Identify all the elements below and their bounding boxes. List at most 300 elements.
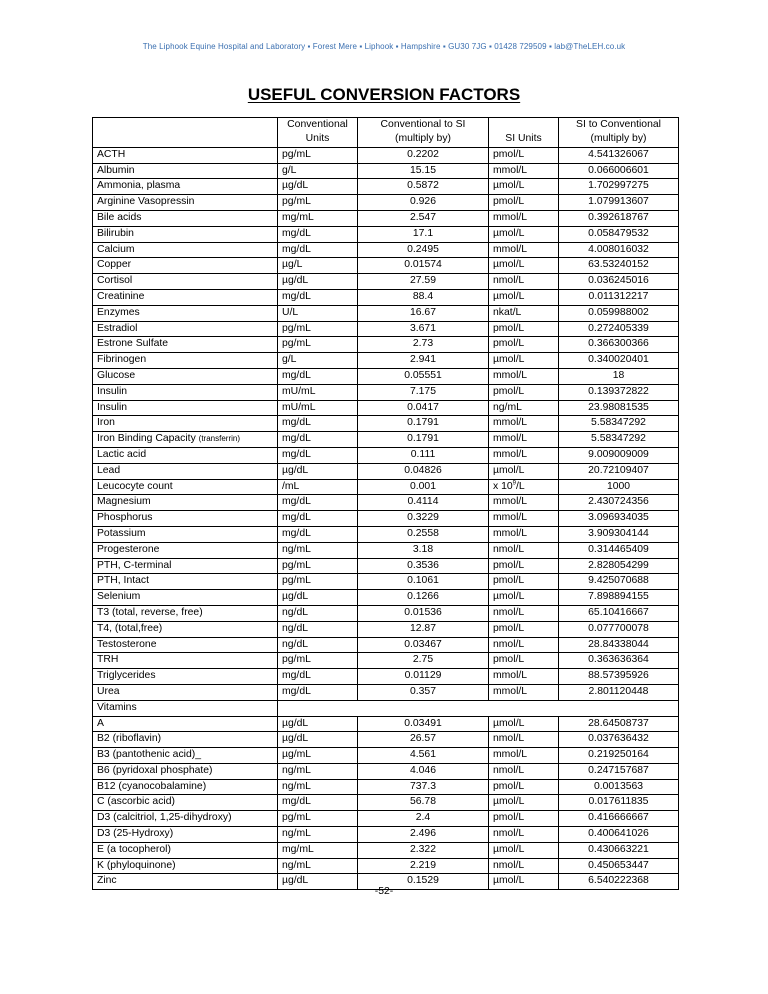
conv-to-si-factor: 0.001	[358, 479, 489, 495]
table-row	[93, 732, 679, 748]
conv-to-si-factor: 88.4	[358, 289, 489, 305]
si-unit: mmol/L	[489, 669, 559, 685]
si-unit: mmol/L	[489, 432, 559, 448]
si-to-conv-factor: 0.363636364	[559, 653, 679, 669]
conv-to-si-factor: 2.219	[358, 858, 489, 874]
analyte-name	[93, 795, 278, 811]
si-to-conv-factor: 2.828054299	[559, 558, 679, 574]
conversion-table-body	[93, 118, 679, 890]
si-to-conv-factor: 0.400641026	[559, 827, 679, 843]
conv-to-si-factor: 0.1791	[358, 416, 489, 432]
section-blank-cell	[278, 700, 679, 716]
conventional-unit: ng/dL	[278, 605, 358, 621]
analyte-name-text: Potassium	[97, 527, 146, 539]
analyte-name	[93, 716, 278, 732]
table-row	[93, 842, 679, 858]
conversion-table	[92, 117, 679, 890]
analyte-name-text: Testosterone	[97, 638, 157, 650]
si-unit: mmol/L	[489, 495, 559, 511]
analyte-name-text: Calcium	[97, 243, 135, 255]
si-unit: nkat/L	[489, 305, 559, 321]
conv-to-si-factor: 2.941	[358, 353, 489, 369]
table-row	[93, 226, 679, 242]
analyte-name-text: B12 (cyanocobalamine)	[97, 780, 207, 792]
conventional-unit: mg/mL	[278, 211, 358, 227]
si-unit: mmol/L	[489, 211, 559, 227]
conventional-unit: mg/mL	[278, 842, 358, 858]
si-to-conv-factor: 0.036245016	[559, 274, 679, 290]
analyte-name-text: C (ascorbic acid)	[97, 796, 175, 808]
table-row	[93, 384, 679, 400]
si-to-conv-factor: 7.898894155	[559, 590, 679, 606]
analyte-name	[93, 416, 278, 432]
si-unit: mmol/L	[489, 447, 559, 463]
analyte-name	[93, 289, 278, 305]
analyte-name	[93, 258, 278, 274]
conventional-unit: mg/dL	[278, 368, 358, 384]
si-to-conv-factor: 2.430724356	[559, 495, 679, 511]
si-to-conv-factor: 1000	[559, 479, 679, 495]
conv-to-si-factor: 7.175	[358, 384, 489, 400]
conventional-unit: ng/mL	[278, 858, 358, 874]
analyte-name-text: A	[97, 717, 104, 729]
header-blank-cell	[93, 118, 278, 133]
table-row	[93, 447, 679, 463]
analyte-name-text: Iron	[97, 417, 115, 429]
si-unit: pmol/L	[489, 384, 559, 400]
conv-to-si-factor: 0.03491	[358, 716, 489, 732]
si-to-conv-factor: 28.84338044	[559, 637, 679, 653]
table-row	[93, 827, 679, 843]
si-to-conv-factor: 3.909304144	[559, 526, 679, 542]
si-unit: pmol/L	[489, 337, 559, 353]
table-row	[93, 795, 679, 811]
analyte-name-text: ACTH	[97, 148, 126, 160]
si-unit: mmol/L	[489, 368, 559, 384]
analyte-name-text: K (phyloquinone)	[97, 859, 176, 871]
analyte-name-text: PTH, C-terminal	[97, 559, 172, 571]
analyte-name	[93, 400, 278, 416]
table-row	[93, 479, 679, 495]
analyte-name	[93, 274, 278, 290]
conventional-unit: µg/dL	[278, 179, 358, 195]
analyte-name	[93, 368, 278, 384]
conventional-unit: /mL	[278, 479, 358, 495]
analyte-name	[93, 432, 278, 448]
table-row	[93, 463, 679, 479]
analyte-name-text: Zinc	[97, 875, 117, 887]
si-unit: nmol/L	[489, 605, 559, 621]
analyte-name	[93, 179, 278, 195]
table-row	[93, 400, 679, 416]
si-unit: nmol/L	[489, 763, 559, 779]
section-label-vitamins: Vitamins	[93, 700, 278, 716]
conventional-unit: ng/mL	[278, 542, 358, 558]
conventional-unit: mU/mL	[278, 400, 358, 416]
conv-to-si-factor: 0.4114	[358, 495, 489, 511]
table-row	[93, 321, 679, 337]
si-unit: pmol/L	[489, 147, 559, 163]
conventional-unit: g/L	[278, 353, 358, 369]
conventional-unit: pg/mL	[278, 811, 358, 827]
si-to-conv-factor: 0.0013563	[559, 779, 679, 795]
conv-to-si-factor: 16.67	[358, 305, 489, 321]
analyte-name-text: T4, (total,free)	[97, 622, 163, 634]
si-unit: pmol/L	[489, 811, 559, 827]
analyte-name	[93, 305, 278, 321]
si-to-conv-factor: 4.008016032	[559, 242, 679, 258]
analyte-name	[93, 226, 278, 242]
conventional-unit: µg/L	[278, 258, 358, 274]
conventional-unit: µg/dL	[278, 716, 358, 732]
analyte-name	[93, 495, 278, 511]
conventional-unit: µg/dL	[278, 590, 358, 606]
si-unit: pmol/L	[489, 779, 559, 795]
si-to-conv-factor: 0.430663221	[559, 842, 679, 858]
table-row	[93, 305, 679, 321]
conv-to-si-factor: 15.15	[358, 163, 489, 179]
si-to-conv-factor: 0.392618767	[559, 211, 679, 227]
conv-to-si-factor: 4.046	[358, 763, 489, 779]
analyte-name-text: Ammonia, plasma	[97, 180, 181, 192]
analyte-name-text: Lactic acid	[97, 448, 147, 460]
analyte-name	[93, 353, 278, 369]
table-row	[93, 511, 679, 527]
table-row	[93, 558, 679, 574]
si-to-conv-factor: 0.077700078	[559, 621, 679, 637]
header-si-units-blank	[489, 118, 559, 133]
conv-to-si-factor: 56.78	[358, 795, 489, 811]
si-to-conv-factor: 0.366300366	[559, 337, 679, 353]
si-unit: ng/mL	[489, 400, 559, 416]
conventional-unit: mg/dL	[278, 495, 358, 511]
si-unit: nmol/L	[489, 732, 559, 748]
analyte-name-text: Insulin	[97, 385, 128, 397]
analyte-name	[93, 447, 278, 463]
analyte-name	[93, 590, 278, 606]
conventional-unit: µg/mL	[278, 748, 358, 764]
table-row	[93, 526, 679, 542]
analyte-name	[93, 605, 278, 621]
si-to-conv-factor: 65.10416667	[559, 605, 679, 621]
conventional-unit: mg/dL	[278, 289, 358, 305]
si-to-conv-factor: 0.011312217	[559, 289, 679, 305]
si-to-conv-factor: 5.58347292	[559, 432, 679, 448]
si-to-conv-factor: 9.009009009	[559, 447, 679, 463]
conv-to-si-factor: 0.2558	[358, 526, 489, 542]
table-row	[93, 811, 679, 827]
header-si-to-conv-line1: SI to Conventional	[559, 118, 679, 133]
conv-to-si-factor: 0.2202	[358, 147, 489, 163]
section-row-vitamins	[93, 700, 679, 716]
conv-to-si-factor: 0.926	[358, 195, 489, 211]
si-unit-tail: /L	[515, 480, 525, 492]
si-unit: pmol/L	[489, 321, 559, 337]
analyte-name	[93, 621, 278, 637]
si-to-conv-factor: 9.425070688	[559, 574, 679, 590]
si-to-conv-factor: 63.53240152	[559, 258, 679, 274]
si-to-conv-factor: 0.314465409	[559, 542, 679, 558]
conv-to-si-factor: 0.357	[358, 684, 489, 700]
conv-to-si-factor: 737.3	[358, 779, 489, 795]
conventional-unit: pg/mL	[278, 653, 358, 669]
analyte-name	[93, 558, 278, 574]
si-unit	[489, 479, 559, 495]
table-row	[93, 574, 679, 590]
si-unit: pmol/L	[489, 195, 559, 211]
conv-to-si-factor: 0.01574	[358, 258, 489, 274]
header-blank-cell	[93, 132, 278, 147]
conv-to-si-factor: 12.87	[358, 621, 489, 637]
analyte-name	[93, 653, 278, 669]
si-to-conv-factor: 20.72109407	[559, 463, 679, 479]
table-row	[93, 542, 679, 558]
table-row	[93, 337, 679, 353]
conventional-unit: ng/mL	[278, 763, 358, 779]
analyte-name-text: Arginine Vasopressin	[97, 196, 195, 208]
table-row	[93, 748, 679, 764]
header-si-units: SI Units	[489, 132, 559, 147]
si-to-conv-factor: 0.037636432	[559, 732, 679, 748]
conventional-unit: mg/dL	[278, 242, 358, 258]
table-row	[93, 368, 679, 384]
analyte-name	[93, 811, 278, 827]
header-si-to-conv-line2: (multiply by)	[559, 132, 679, 147]
si-to-conv-factor: 0.059988002	[559, 305, 679, 321]
table-row	[93, 605, 679, 621]
conventional-unit: µg/dL	[278, 463, 358, 479]
si-unit: mmol/L	[489, 416, 559, 432]
analyte-name	[93, 321, 278, 337]
si-unit: µmol/L	[489, 226, 559, 242]
analyte-name-text: Progesterone	[97, 543, 160, 555]
conventional-unit: mU/mL	[278, 384, 358, 400]
si-to-conv-factor: 2.801120448	[559, 684, 679, 700]
analyte-name	[93, 684, 278, 700]
si-to-conv-factor: 28.64508737	[559, 716, 679, 732]
conventional-unit: µg/dL	[278, 874, 358, 890]
si-unit: mmol/L	[489, 526, 559, 542]
si-to-conv-factor: 0.416666667	[559, 811, 679, 827]
analyte-name	[93, 669, 278, 685]
analyte-name	[93, 163, 278, 179]
table-row	[93, 163, 679, 179]
analyte-name-text: Creatinine	[97, 290, 145, 302]
si-unit: µmol/L	[489, 179, 559, 195]
analyte-name-text: Cortisol	[97, 275, 133, 287]
si-unit: mmol/L	[489, 242, 559, 258]
analyte-name	[93, 763, 278, 779]
page-number: -52-	[374, 886, 394, 897]
conventional-unit: pg/mL	[278, 574, 358, 590]
conv-to-si-factor: 27.59	[358, 274, 489, 290]
conv-to-si-factor: 0.2495	[358, 242, 489, 258]
conventional-unit: pg/mL	[278, 558, 358, 574]
analyte-name-text: Estradiol	[97, 322, 138, 334]
si-unit: nmol/L	[489, 827, 559, 843]
conv-to-si-factor: 0.1791	[358, 432, 489, 448]
analyte-name	[93, 526, 278, 542]
si-to-conv-factor: 0.066006601	[559, 163, 679, 179]
analyte-name-text: Copper	[97, 259, 132, 271]
conventional-unit: mg/dL	[278, 447, 358, 463]
si-unit: µmol/L	[489, 590, 559, 606]
analyte-name	[93, 479, 278, 495]
table-header-row	[93, 132, 679, 147]
analyte-name-text: Magnesium	[97, 496, 151, 508]
si-unit: nmol/L	[489, 274, 559, 290]
analyte-name	[93, 242, 278, 258]
analyte-name-text: D3 (calcitriol, 1,25-dihydroxy)	[97, 812, 232, 824]
si-to-conv-factor: 6.540222368	[559, 874, 679, 890]
si-unit: mmol/L	[489, 748, 559, 764]
page-title: USEFUL CONVERSION FACTORS	[247, 85, 521, 104]
conv-to-si-factor: 2.75	[358, 653, 489, 669]
conventional-unit: mg/dL	[278, 684, 358, 700]
table-row	[93, 763, 679, 779]
conventional-unit: pg/mL	[278, 147, 358, 163]
analyte-name	[93, 195, 278, 211]
conventional-unit: mg/dL	[278, 795, 358, 811]
si-unit: nmol/L	[489, 858, 559, 874]
header-conv-to-si-line1: Conventional to SI	[358, 118, 489, 133]
conventional-unit: mg/dL	[278, 526, 358, 542]
conv-to-si-factor: 0.0417	[358, 400, 489, 416]
analyte-name	[93, 542, 278, 558]
si-unit: mmol/L	[489, 163, 559, 179]
si-unit: µmol/L	[489, 874, 559, 890]
si-to-conv-factor: 1.079913607	[559, 195, 679, 211]
conventional-unit: µg/dL	[278, 274, 358, 290]
table-row	[93, 637, 679, 653]
conventional-unit: µg/dL	[278, 732, 358, 748]
table-row	[93, 289, 679, 305]
analyte-name	[93, 858, 278, 874]
si-unit: µmol/L	[489, 289, 559, 305]
conventional-unit: mg/dL	[278, 432, 358, 448]
analyte-name-text: Bilirubin	[97, 227, 134, 239]
si-to-conv-factor: 18	[559, 368, 679, 384]
table-row	[93, 258, 679, 274]
si-to-conv-factor: 0.058479532	[559, 226, 679, 242]
si-unit: µmol/L	[489, 716, 559, 732]
table-row	[93, 195, 679, 211]
analyte-name	[93, 384, 278, 400]
si-to-conv-factor: 4.541326067	[559, 147, 679, 163]
conv-to-si-factor: 2.4	[358, 811, 489, 827]
table-row	[93, 653, 679, 669]
conv-to-si-factor: 4.561	[358, 748, 489, 764]
si-unit: pmol/L	[489, 653, 559, 669]
analyte-name	[93, 211, 278, 227]
conv-to-si-factor: 26.57	[358, 732, 489, 748]
analyte-name	[93, 147, 278, 163]
si-unit-exponent: 9	[512, 480, 516, 487]
conventional-unit: ng/dL	[278, 637, 358, 653]
analyte-name-text: B3 (pantothenic acid)_	[97, 749, 201, 761]
analyte-name	[93, 827, 278, 843]
analyte-name-text: B6 (pyridoxal phosphate)	[97, 764, 213, 776]
conv-to-si-factor: 2.322	[358, 842, 489, 858]
table-row	[93, 416, 679, 432]
table-row	[93, 147, 679, 163]
table-row	[93, 779, 679, 795]
analyte-name	[93, 337, 278, 353]
si-to-conv-factor: 23.98081535	[559, 400, 679, 416]
table-row	[93, 274, 679, 290]
si-to-conv-factor: 0.340020401	[559, 353, 679, 369]
table-row	[93, 179, 679, 195]
analyte-name-text: Glucose	[97, 369, 136, 381]
analyte-name-text: E (a tocopherol)	[97, 843, 171, 855]
conv-to-si-factor: 0.03467	[358, 637, 489, 653]
si-to-conv-factor: 0.272405339	[559, 321, 679, 337]
si-unit: pmol/L	[489, 574, 559, 590]
table-row	[93, 621, 679, 637]
si-unit: mmol/L	[489, 684, 559, 700]
analyte-name-text: Urea	[97, 685, 120, 697]
conv-to-si-factor: 0.04826	[358, 463, 489, 479]
conventional-unit: mg/dL	[278, 416, 358, 432]
si-unit: µmol/L	[489, 842, 559, 858]
table-row	[93, 432, 679, 448]
si-to-conv-factor: 0.450653447	[559, 858, 679, 874]
conv-to-si-factor: 0.5872	[358, 179, 489, 195]
conv-to-si-factor: 2.496	[358, 827, 489, 843]
conv-to-si-factor: 3.671	[358, 321, 489, 337]
conventional-unit: U/L	[278, 305, 358, 321]
header-conv-to-si-line2: (multiply by)	[358, 132, 489, 147]
analyte-name-text: Bile acids	[97, 212, 142, 223]
table-row	[93, 858, 679, 874]
analyte-name-text: Insulin	[97, 401, 128, 413]
analyte-name-text: Estrone Sulfate	[97, 338, 169, 350]
si-to-conv-factor: 0.247157687	[559, 763, 679, 779]
conventional-unit: mg/dL	[278, 669, 358, 685]
si-unit: pmol/L	[489, 558, 559, 574]
si-unit-base: x 10	[493, 480, 513, 492]
si-unit: µmol/L	[489, 795, 559, 811]
conventional-unit: g/L	[278, 163, 358, 179]
analyte-name-text: Triglycerides	[97, 670, 156, 682]
analyte-name-text: Lead	[97, 464, 121, 476]
conventional-unit: pg/mL	[278, 321, 358, 337]
conv-to-si-factor: 3.18	[358, 542, 489, 558]
table-row	[93, 590, 679, 606]
table-row	[93, 669, 679, 685]
conventional-unit: ng/mL	[278, 827, 358, 843]
analyte-name	[93, 463, 278, 479]
conventional-unit: mg/dL	[278, 226, 358, 242]
conventional-unit: mg/dL	[278, 511, 358, 527]
analyte-name-text: Phosphorus	[97, 512, 153, 524]
si-unit: µmol/L	[489, 353, 559, 369]
conv-to-si-factor: 0.111	[358, 447, 489, 463]
header-conventional-units-line2: Units	[278, 132, 358, 147]
conv-to-si-factor: 0.1061	[358, 574, 489, 590]
analyte-name	[93, 779, 278, 795]
si-to-conv-factor: 88.57395926	[559, 669, 679, 685]
analyte-name-text: D3 (25-Hydroxy)	[97, 828, 174, 840]
conventional-unit: pg/mL	[278, 195, 358, 211]
conv-to-si-factor: 0.1266	[358, 590, 489, 606]
si-unit: pmol/L	[489, 621, 559, 637]
analyte-name	[93, 511, 278, 527]
analyte-name-text: Leucocyte count	[97, 480, 173, 492]
conv-to-si-factor: 0.01129	[358, 669, 489, 685]
table-header-row	[93, 118, 679, 133]
analyte-name-text: Selenium	[97, 591, 141, 603]
